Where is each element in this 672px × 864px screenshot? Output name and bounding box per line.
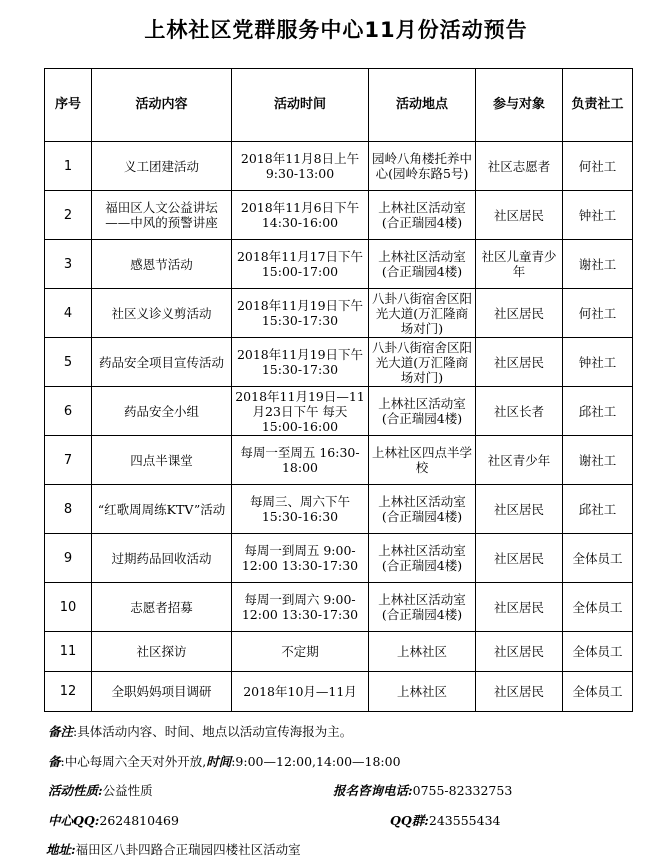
- cell-content: 过期药品回收活动: [92, 534, 232, 583]
- cell-content: 社区义诊义剪活动: [92, 289, 232, 338]
- addr-text: 福田区八卦四路合正瑞园四楼社区活动室: [75, 842, 301, 857]
- cell-time: 2018年11月6日下午 14:30-16:00: [232, 191, 369, 240]
- table-row: [45, 240, 633, 289]
- header-staff: 负责社工: [563, 69, 633, 142]
- table-header-row: [45, 69, 633, 142]
- cell-target: 社区居民: [476, 583, 563, 632]
- header-place: 活动地点: [369, 69, 476, 142]
- cell-seq: 12: [45, 672, 92, 712]
- address-line: [46, 840, 301, 858]
- cell-target: 社区长者: [476, 387, 563, 436]
- cell-staff: 钟社工: [563, 191, 633, 240]
- cell-place: 上林社区四点半学校: [369, 436, 476, 485]
- cell-seq: 7: [45, 436, 92, 485]
- cell-place: 园岭八角楼托养中心(园岭东路5号): [369, 142, 476, 191]
- cell-content: 义工团建活动: [92, 142, 232, 191]
- cell-place: 上林社区: [369, 672, 476, 712]
- cell-staff: 钟社工: [563, 338, 633, 387]
- header-content: 活动内容: [92, 69, 232, 142]
- cell-staff: 全体员工: [563, 672, 633, 712]
- cell-time: 每周三、周六下午 15:30-16:30: [232, 485, 369, 534]
- cell-content: 四点半课堂: [92, 436, 232, 485]
- cell-seq: 8: [45, 485, 92, 534]
- cell-time: 2018年11月8日上午 9:30-13:00: [232, 142, 369, 191]
- cell-staff: 何社工: [563, 142, 633, 191]
- cell-time: 每周一到周五 9:00-12:00 13:30-17:30: [232, 534, 369, 583]
- table-row: [45, 583, 633, 632]
- cell-target: 社区儿童青少年: [476, 240, 563, 289]
- cell-seq: 2: [45, 191, 92, 240]
- cell-content: 药品安全小组: [92, 387, 232, 436]
- cell-staff: 谢社工: [563, 436, 633, 485]
- cell-target: 社区青少年: [476, 436, 563, 485]
- cell-target: 社区居民: [476, 338, 563, 387]
- remark-label: 备注: [48, 724, 74, 739]
- open-hours-line: [48, 752, 401, 770]
- cell-place: 八卦八街宿舍区阳光大道(万汇隆商场对门): [369, 289, 476, 338]
- cell-seq: 6: [45, 387, 92, 436]
- cell-staff: 全体员工: [563, 632, 633, 672]
- cell-place: 上林社区活动室(合正瑞园4楼): [369, 191, 476, 240]
- cell-target: 社区志愿者: [476, 142, 563, 191]
- nature-line: [48, 781, 153, 799]
- cell-time: 2018年11月19日下午 15:30-17:30: [232, 338, 369, 387]
- table-row: [45, 436, 633, 485]
- cell-staff: 何社工: [563, 289, 633, 338]
- cell-content: 全职妈妈项目调研: [92, 672, 232, 712]
- cell-time: 2018年10月—11月: [232, 672, 369, 712]
- cell-staff: 全体员工: [563, 583, 633, 632]
- cell-seq: 3: [45, 240, 92, 289]
- cell-target: 社区居民: [476, 672, 563, 712]
- phone-label: 报名咨询电话:: [333, 783, 413, 798]
- cell-content: 志愿者招募: [92, 583, 232, 632]
- cell-place: 上林社区活动室(合正瑞园4楼): [369, 387, 476, 436]
- cell-target: 社区居民: [476, 289, 563, 338]
- table-row: [45, 289, 633, 338]
- table-row: [45, 191, 633, 240]
- table-row: [45, 485, 633, 534]
- table-row: [45, 142, 633, 191]
- cell-time: 2018年11月19日—11月23日下午 每天15:00-16:00: [232, 387, 369, 436]
- cell-seq: 5: [45, 338, 92, 387]
- page-title: 上林社区党群服务中心11月份活动预告: [144, 18, 528, 42]
- cell-time: 每周一到周六 9:00-12:00 13:30-17:30: [232, 583, 369, 632]
- open-time-label: 时间: [206, 754, 232, 769]
- cell-content: 福田区人文公益讲坛——中风的预警讲座: [92, 191, 232, 240]
- table-row: [45, 338, 633, 387]
- cell-content: 社区探访: [92, 632, 232, 672]
- open-text: :中心每周六全天对外开放,: [60, 754, 207, 769]
- qq-label: 中心QQ:: [48, 813, 100, 828]
- cell-seq: 11: [45, 632, 92, 672]
- qqgroup-text: 243555434: [428, 813, 501, 828]
- remark-line: [48, 722, 352, 740]
- cell-place: 八卦八街宿舍区阳光大道(万汇隆商场对门): [369, 338, 476, 387]
- open-time-text: :9:00—12:00,14:00—18:00: [231, 754, 401, 769]
- cell-staff: 全体员工: [563, 534, 633, 583]
- phone-text: 0755-82332753: [412, 783, 513, 798]
- cell-place: 上林社区: [369, 632, 476, 672]
- cell-place: 上林社区活动室(合正瑞园4楼): [369, 534, 476, 583]
- cell-time: 每周一至周五 16:30-18:00: [232, 436, 369, 485]
- qq-line: [48, 811, 179, 829]
- header-seq: 序号: [45, 69, 92, 142]
- open-label: 备: [48, 754, 61, 769]
- cell-place: 上林社区活动室(合正瑞园4楼): [369, 240, 476, 289]
- cell-time: 2018年11月17日下午 15:00-17:00: [232, 240, 369, 289]
- cell-place: 上林社区活动室(合正瑞园4楼): [369, 583, 476, 632]
- table-row: [45, 672, 633, 712]
- remark-text: :具体活动内容、时间、地点以活动宣传海报为主。: [73, 724, 353, 739]
- cell-content: 感恩节活动: [92, 240, 232, 289]
- qqgroup-label: QQ群:: [390, 813, 429, 828]
- cell-target: 社区居民: [476, 485, 563, 534]
- qq-text: 2624810469: [99, 813, 179, 828]
- cell-staff: 邱社工: [563, 387, 633, 436]
- cell-target: 社区居民: [476, 534, 563, 583]
- cell-seq: 9: [45, 534, 92, 583]
- nature-text: 公益性质: [102, 783, 153, 798]
- cell-target: 社区居民: [476, 632, 563, 672]
- phone-line: [333, 781, 512, 799]
- cell-target: 社区居民: [476, 191, 563, 240]
- cell-time: 2018年11月19日下午 15:30-17:30: [232, 289, 369, 338]
- cell-seq: 1: [45, 142, 92, 191]
- cell-content: 药品安全项目宣传活动: [92, 338, 232, 387]
- addr-label: 地址:: [46, 842, 76, 857]
- qqgroup-line: [390, 811, 500, 829]
- cell-place: 上林社区活动室(合正瑞园4楼): [369, 485, 476, 534]
- nature-label: 活动性质:: [48, 783, 103, 798]
- cell-seq: 10: [45, 583, 92, 632]
- table-row: [45, 387, 633, 436]
- cell-time: 不定期: [232, 632, 369, 672]
- table-row: [45, 632, 633, 672]
- header-time: 活动时间: [232, 69, 369, 142]
- cell-content: “红歌周周练KTV”活动: [92, 485, 232, 534]
- activity-table: [44, 68, 633, 712]
- header-target: 参与对象: [476, 69, 563, 142]
- table-row: [45, 534, 633, 583]
- cell-seq: 4: [45, 289, 92, 338]
- cell-staff: 谢社工: [563, 240, 633, 289]
- cell-staff: 邱社工: [563, 485, 633, 534]
